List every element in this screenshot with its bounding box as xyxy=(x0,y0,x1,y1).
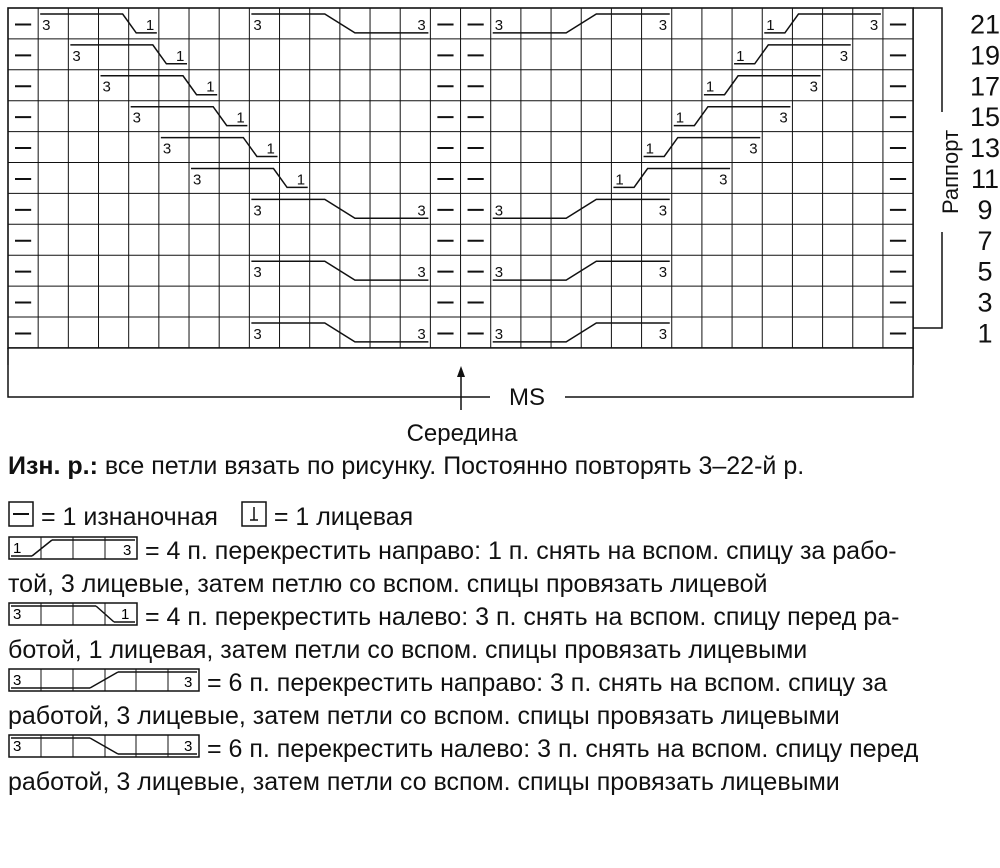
row-number: 5 xyxy=(977,256,993,287)
cable-stitch-count: 3 xyxy=(494,325,504,343)
cross6-right-text: = 6 п. перекрестить направо: 3 п. снять на вспом. спицу за xyxy=(206,668,888,697)
cable-stitch-count: 1 xyxy=(266,140,275,158)
ms-bracket-line xyxy=(8,365,490,397)
note-label: Изн. р.: xyxy=(8,452,98,480)
cross6-right-text-cont: работой, 3 лицевые, затем петли со вспом. спицы провязать лицевыми xyxy=(8,701,840,730)
legend-row-basic xyxy=(8,500,996,534)
legend-row-cross6-left-cont xyxy=(8,765,996,798)
row-number: 11 xyxy=(970,163,1000,194)
svg-text:3: 3 xyxy=(123,542,132,560)
cable-stitch-count: 1 xyxy=(236,109,245,127)
rapport-bracket-line xyxy=(913,232,942,328)
knit-symbol xyxy=(241,501,267,527)
svg-text:1: 1 xyxy=(13,540,22,558)
svg-text:3: 3 xyxy=(184,674,193,692)
legend-row-cross6-left xyxy=(8,732,996,765)
rapport-bracket xyxy=(913,8,963,328)
svg-text:3: 3 xyxy=(13,672,22,690)
legend-row-cross4-left-cont xyxy=(8,633,996,666)
instruction-note xyxy=(8,449,993,483)
cable-stitch-count: 3 xyxy=(253,16,262,34)
cross4-left-text: = 4 п. перекрестить налево: 3 п. снять на вспом. спицу перед ра- xyxy=(144,602,900,631)
cable-stitch-count: 3 xyxy=(494,16,504,34)
cable-stitch-count: 3 xyxy=(42,16,51,34)
cable-stitch-count: 3 xyxy=(494,202,504,220)
cable-stitch-count: 3 xyxy=(658,264,668,282)
cross4-right-text-cont: той, 3 лицевые, затем петлю со вспом. спицы провязать лицевой xyxy=(8,569,768,598)
row-number: 17 xyxy=(969,71,1000,102)
row-number: 1 xyxy=(977,318,993,349)
row-number: 15 xyxy=(969,102,1000,133)
purl-legend-text: = 1 изнаночная xyxy=(40,502,218,531)
legend-row-cross4-right-cont xyxy=(8,567,996,600)
cable-stitch-count: 3 xyxy=(253,202,262,220)
row-number: 13 xyxy=(969,133,1000,164)
cable-stitch-count: 3 xyxy=(658,202,668,220)
ms-bracket xyxy=(8,365,913,445)
cable-stitch-count: 1 xyxy=(705,78,715,96)
cable-stitch-count: 3 xyxy=(417,264,426,282)
svg-text:3: 3 xyxy=(13,606,22,624)
row-number: 9 xyxy=(977,194,993,225)
cross4-left-text-cont: ботой, 1 лицевая, затем петли со вспом. спицы провязать лицевыми xyxy=(8,635,808,664)
row-number: 7 xyxy=(977,225,993,256)
cable-6-left-symbol xyxy=(8,734,200,758)
cable-stitch-count: 3 xyxy=(253,264,262,282)
cable-stitch-count: 3 xyxy=(417,325,426,343)
middle-label: Середина xyxy=(406,420,518,445)
cable-stitch-count: 3 xyxy=(162,140,172,158)
row-number: 21 xyxy=(969,9,1000,40)
row-number: 3 xyxy=(977,287,993,318)
legend-row-cross6-right-cont xyxy=(8,699,996,732)
cable-4-left-symbol xyxy=(8,602,138,626)
rapport-label: Раппорт xyxy=(938,129,963,215)
cable-stitch-count: 3 xyxy=(809,78,818,96)
cable-4-right-symbol xyxy=(8,536,138,560)
chart-grid xyxy=(8,8,913,365)
rapport-bracket-line xyxy=(913,8,942,112)
cable-stitch-count: 3 xyxy=(132,109,142,127)
legend-row-cross6-right xyxy=(8,666,996,699)
cable-stitch-count: 3 xyxy=(779,109,788,127)
cable-stitch-count: 3 xyxy=(417,16,426,34)
cable-stitch-count: 1 xyxy=(176,47,185,65)
cable-stitch-count: 3 xyxy=(658,325,668,343)
row-numbers xyxy=(970,9,1000,348)
row-number: 19 xyxy=(969,40,1000,71)
cable-stitch-count: 3 xyxy=(869,16,879,34)
cable-stitch-count: 1 xyxy=(615,171,624,189)
cable-stitch-count: 3 xyxy=(253,325,262,343)
cable-stitch-count: 3 xyxy=(417,202,426,220)
cable-stitch-count: 1 xyxy=(206,78,215,96)
cable-stitch-count: 1 xyxy=(145,16,155,34)
cable-stitch-count: 1 xyxy=(675,109,685,127)
cable-stitch-count: 3 xyxy=(72,47,81,65)
cable-stitch-count: 3 xyxy=(839,47,849,65)
cross6-left-text-cont: работой, 3 лицевые, затем петли со вспом. спицы провязать лицевыми xyxy=(8,767,840,796)
cable-stitch-count: 1 xyxy=(736,47,745,65)
svg-text:3: 3 xyxy=(13,738,22,756)
cable-stitch-count: 3 xyxy=(719,171,728,189)
cable-stitch-count: 3 xyxy=(749,140,758,158)
cross6-left-text: = 6 п. перекрестить налево: 3 п. снять на вспом. спицу перед xyxy=(206,734,919,763)
cable-stitch-count: 1 xyxy=(296,171,306,189)
svg-text:3: 3 xyxy=(184,738,193,756)
legend xyxy=(8,500,996,798)
purl-symbol xyxy=(8,501,34,527)
legend-row-cross4-left xyxy=(8,600,996,633)
cross4-right-text: = 4 п. перекрестить направо: 1 п. снять на вспом. спицу за рабо- xyxy=(144,536,897,565)
cable-6-right-symbol xyxy=(8,668,200,692)
cable-stitch-count: 3 xyxy=(494,264,504,282)
note-text: все петли вязать по рисунку. Постоянно повторять 3–22-й р. xyxy=(97,452,805,480)
knit-legend-text: = 1 лицевая xyxy=(273,502,414,531)
middle-arrowhead xyxy=(457,366,465,377)
cable-stitch-count: 1 xyxy=(766,16,775,34)
ms-bracket-line xyxy=(565,365,913,397)
cable-stitch-count: 1 xyxy=(645,140,654,158)
cable-stitch-count: 3 xyxy=(193,171,202,189)
ms-label: MS xyxy=(509,384,545,411)
legend-row-cross4-right xyxy=(8,534,996,567)
svg-text:1: 1 xyxy=(121,606,130,624)
cable-stitch-count: 3 xyxy=(658,16,668,34)
cable-stitch-count: 3 xyxy=(102,78,111,96)
